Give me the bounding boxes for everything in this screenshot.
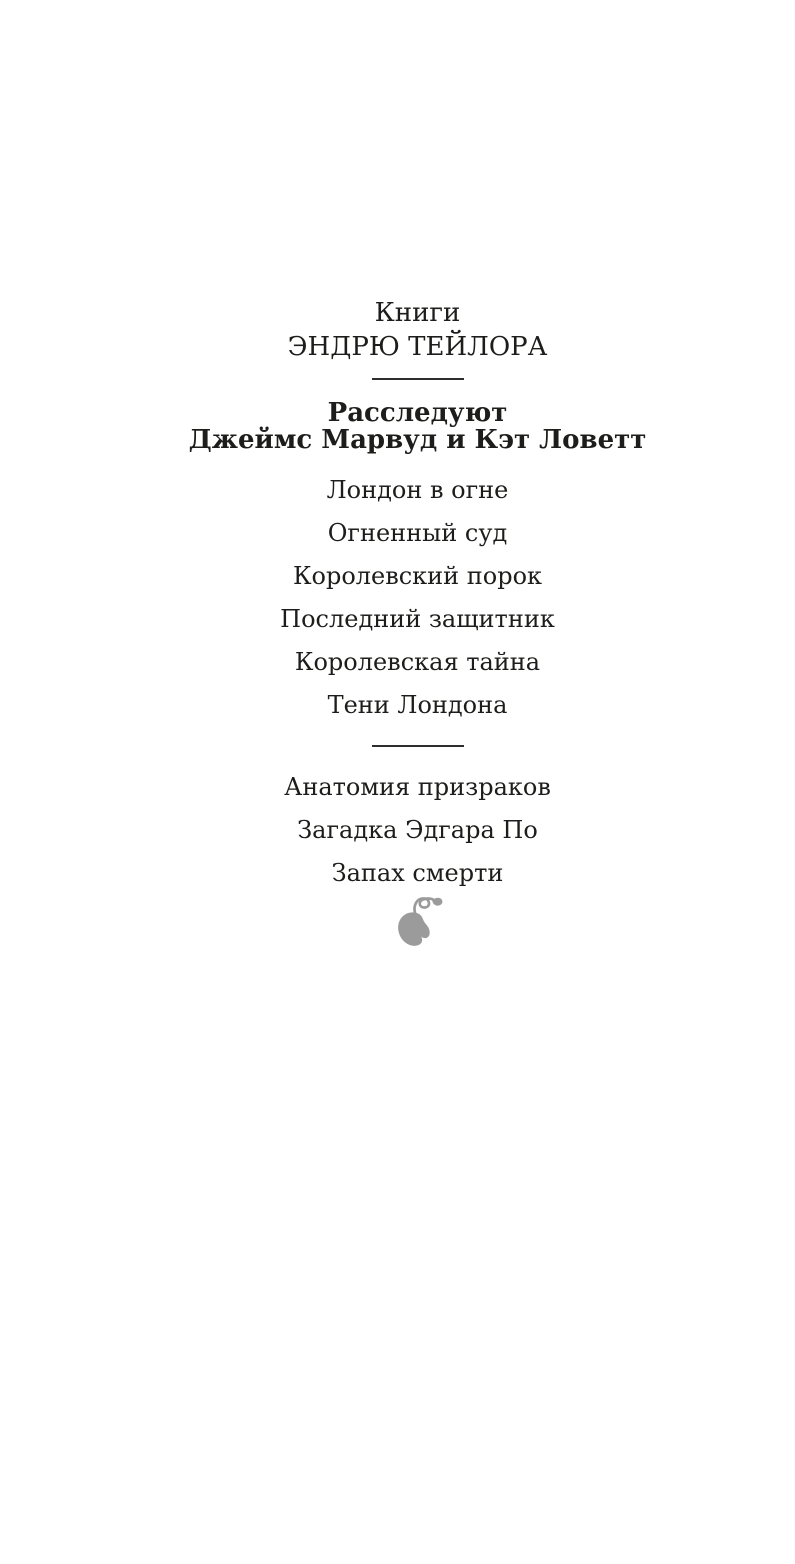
- section-divider: [372, 378, 464, 380]
- series-book-list: [40, 478, 795, 717]
- list-item: Королевская тайна: [294, 648, 541, 676]
- list-item: Тени Лондона: [327, 691, 508, 719]
- section-divider: [372, 745, 464, 747]
- page-title-line1: Книги: [374, 298, 461, 328]
- page-title: [40, 296, 795, 364]
- list-item: Запах смерти: [331, 859, 504, 887]
- book-list-page: [40, 296, 795, 948]
- other-book-list: [40, 775, 795, 885]
- list-item: Загадка Эдгара По: [297, 816, 538, 844]
- list-item: Лондон в огне: [326, 476, 509, 504]
- publisher-leaf-logo-icon: [391, 894, 445, 948]
- list-item: Последний защитник: [280, 605, 555, 633]
- series-heading-line1: Расследуют: [327, 398, 508, 428]
- list-item: Анатомия призраков: [284, 773, 551, 801]
- list-item: Огненный суд: [327, 519, 508, 547]
- publisher-logo: [40, 894, 795, 948]
- list-item: Королевский порок: [292, 562, 543, 590]
- series-heading: [40, 400, 795, 454]
- page-title-line2: ЭНДРЮ ТЕЙЛОРА: [287, 332, 548, 362]
- series-heading-line2: Джеймс Марвуд и Кэт Ловетт: [188, 425, 647, 455]
